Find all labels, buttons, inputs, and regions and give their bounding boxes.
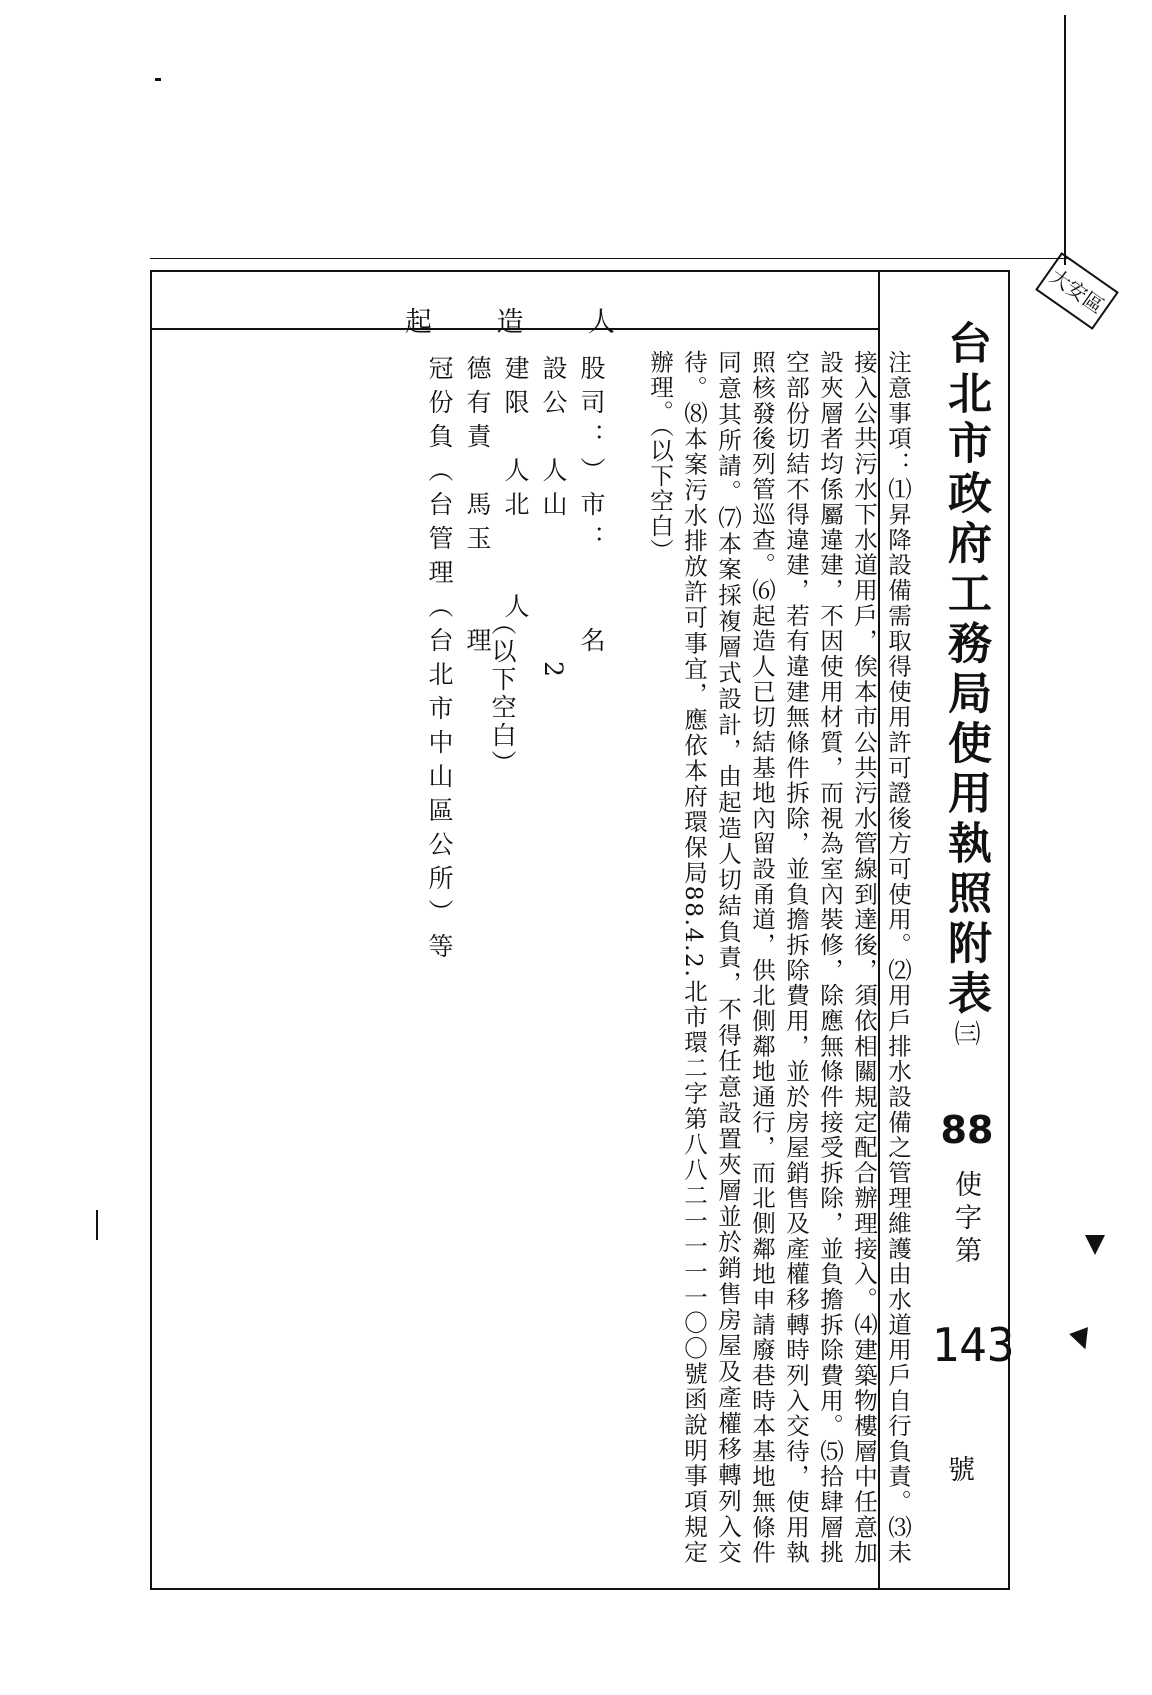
builder-line: 設公 人山 2	[539, 355, 568, 686]
notes-text: 注意事項：⑴昇降設備需取得使用許可證後方可使用。⑵用戶排水設備之管理維護由水道用戶自行負責。⑶未接入公共污水下水道用戶，俟本市公共污水管線到達後，須依相關規定配合辦理接入。⑷建築物樓層中任意加設夾層者均係屬違建，不因使用材質，而視為室內裝修，除應無條件接受拆除，並負擔拆除費用。⑸拾肆層挑空部份切結不得違建，若有違建無條件拆除，並負擔拆除費用，並於房屋銷售及產權移轉時列入交待，使用執照核發後列管巡查。⑹起造人已切結基地內留設甬道，供北側鄰地通行，而北側鄰地申請廢巷時本基地無條件同意其所請。⑺本案採複層式設計，由起造人切結負責，不得任意設置夾層並於銷售房屋及產權移轉列入交待。⑻本案污水排放許可事宜，應依本府環保局88.4.2.北市環二字第八八二一一一一〇〇號函說明事項規定辦理。（以下空白）	[646, 350, 912, 1565]
top-edge-extension	[150, 258, 1070, 259]
builder-header-char: 人	[588, 307, 615, 338]
scan-dot	[155, 78, 161, 81]
permit-year: 88	[940, 1108, 994, 1152]
document-title: 台北市政府工務局使用執照附表㈢	[940, 320, 991, 1046]
builder-line: 德有責 馬玉 理	[463, 355, 492, 661]
blank-below-mark: （以下空白）	[488, 610, 517, 778]
permit-number: 143	[931, 1318, 1015, 1372]
title-subnumber: ㈢	[950, 1020, 980, 1046]
builder-header	[405, 300, 615, 339]
builder-header-char: 起	[405, 307, 432, 338]
scan-mark-icon	[1069, 1327, 1095, 1353]
scan-tick	[96, 1210, 98, 1240]
builder-line: 建限 人北 人	[501, 355, 530, 627]
builder-line: 冠份負（台管理（台北市中山區公所）等	[425, 355, 454, 967]
district-stamp: 大安區	[1035, 252, 1119, 330]
scan-mark-icon	[1085, 1235, 1105, 1255]
builder-line: 股司：）市： 名	[577, 355, 606, 661]
permit-suffix: 號	[948, 1455, 975, 1486]
permit-type: 使字第	[950, 1170, 981, 1269]
builder-header-char: 造	[496, 307, 524, 338]
scan-edge-line	[1064, 15, 1066, 265]
